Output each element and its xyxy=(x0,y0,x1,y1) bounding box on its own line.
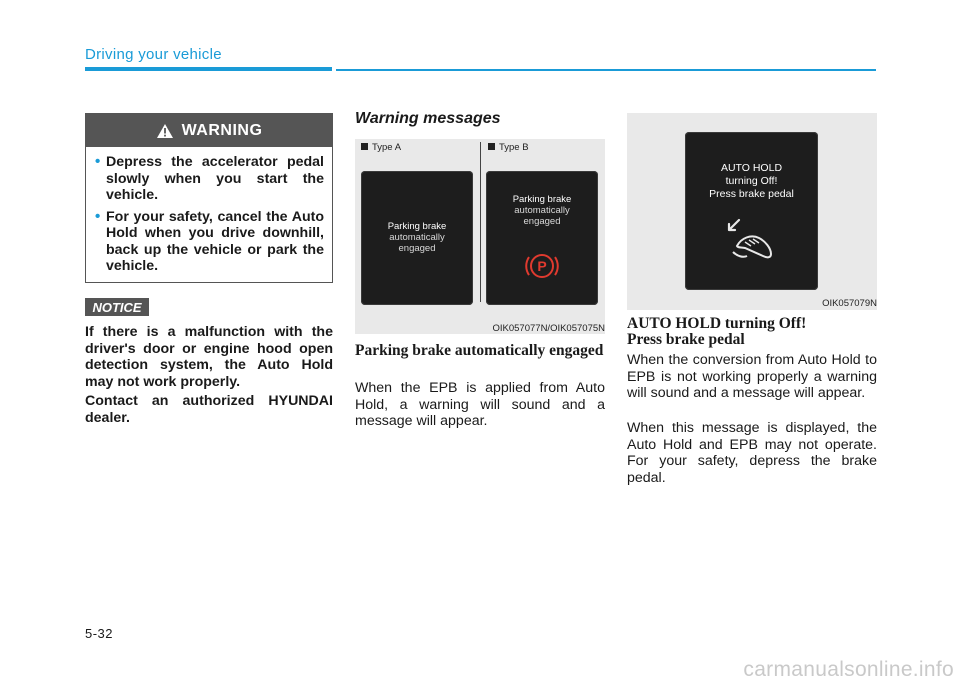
screen-text-line: Press brake pedal xyxy=(709,188,794,200)
screen-text-line: turning Off! xyxy=(725,175,778,187)
screen-text-line: engaged xyxy=(523,216,561,227)
notice-paragraph: If there is a malfunction with the driver's door or engine hood open detection system, the Auto Hold may not work properly. xyxy=(85,324,333,390)
warning-item: • Depress the accelerator pedal slowly when you start the vehicle. xyxy=(96,154,324,204)
figure-auto-hold xyxy=(627,113,877,310)
screen-text-line: engaged xyxy=(398,243,436,254)
screen-text-line: automatically xyxy=(389,232,445,243)
square-bullet-icon xyxy=(488,143,495,150)
screen-text-line: AUTO HOLD xyxy=(720,162,783,174)
notice-paragraph: Contact an authorized HYUNDAI dealer. xyxy=(85,393,333,426)
notice-badge: NOTICE xyxy=(85,298,149,316)
figure-divider xyxy=(480,142,481,302)
type-a-label: Type A xyxy=(361,142,401,153)
body-paragraph: When the conversion from Auto Hold to EPB is not working properly a warning will sound and a message will appear. xyxy=(627,352,877,401)
warning-item: • For your safety, cancel the Auto Hold when you drive downhill, back up the vehicle or park the vehicle. xyxy=(96,209,324,275)
parking-brake-icon xyxy=(524,248,560,284)
screen-text-line: Parking brake xyxy=(512,194,572,205)
page-number: 5-32 xyxy=(85,626,114,641)
figure-warning-messages xyxy=(355,139,605,334)
header-rule xyxy=(336,69,876,71)
brake-pedal-icon xyxy=(725,218,781,264)
body-paragraph: When this message is displayed, the Auto Hold and EPB may not operate. For your safety, depress the brake pedal. xyxy=(627,420,877,486)
body-paragraph: When the EPB is applied from Auto Hold, a warning will sound and a message will appear. xyxy=(355,380,605,429)
screen-text-line: Parking brake xyxy=(387,221,447,232)
square-bullet-icon xyxy=(361,143,368,150)
section-heading: Warning messages xyxy=(355,110,501,127)
cluster-screen-type-b xyxy=(486,171,598,305)
subheading-line: Press brake pedal xyxy=(627,331,745,348)
subheading xyxy=(627,316,877,348)
subheading-line: AUTO HOLD turning Off! xyxy=(627,315,807,332)
watermark: carmanualsonline.info xyxy=(743,658,954,681)
figure-code: OIK057077N/OIK057075N xyxy=(492,323,605,334)
warning-box xyxy=(85,113,333,283)
warning-header xyxy=(86,114,332,147)
warning-title: WARNING xyxy=(181,121,263,139)
screen-text-line: automatically xyxy=(514,205,570,216)
warning-triangle-icon xyxy=(156,123,174,139)
figure-code: OIK057079N xyxy=(822,298,877,309)
cluster-screen-type-a xyxy=(361,171,473,305)
header-accent-bar xyxy=(85,67,332,71)
warning-list xyxy=(96,154,324,280)
cluster-screen-auto-hold xyxy=(685,132,818,290)
svg-text:P: P xyxy=(537,258,547,274)
type-b-label: Type B xyxy=(488,142,529,153)
subheading: Parking brake automatically engaged xyxy=(355,342,604,359)
section-title: Driving your vehicle xyxy=(85,46,222,63)
